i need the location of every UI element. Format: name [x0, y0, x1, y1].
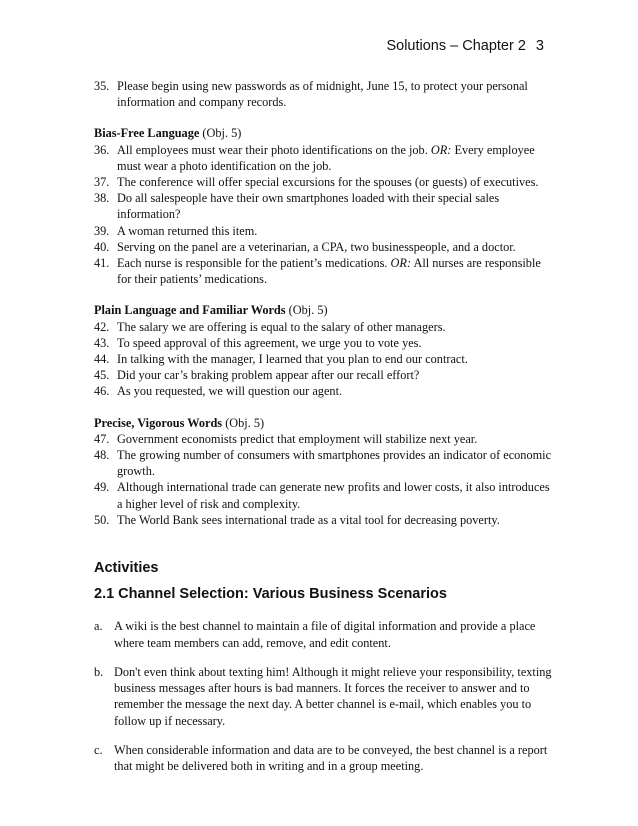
list-item [94, 512, 554, 528]
item-main-text: Each nurse is responsible for the patient’s medications. [117, 256, 388, 271]
page-number: 3 [535, 38, 544, 54]
or-label: OR: [390, 256, 412, 271]
activity-subheading: 2.1 Channel Selection: Various Business Scenarios [94, 586, 447, 603]
list-item [94, 174, 554, 190]
item-number: 43. [94, 335, 110, 350]
list-item [94, 383, 554, 399]
item-number: 50. [94, 512, 110, 527]
item-number: 41. [94, 256, 110, 271]
list-item [94, 190, 554, 222]
item-number: 46. [94, 384, 110, 399]
item-text: Serving on the panel are a veterinarian, a CPA, two businesspeople, and a doctor. [117, 239, 516, 254]
item-text: As you requested, we will question our agent. [117, 384, 343, 399]
item-text: The conference will offer special excursions for the spouses (or guests) of executives. [117, 175, 539, 190]
list-item [94, 431, 554, 447]
section-objective: (Obj. 5) [288, 303, 328, 318]
activity-item [94, 742, 554, 774]
list-item [94, 223, 554, 239]
section-title: Precise, Vigorous Words [94, 415, 223, 430]
item-letter: b. [94, 664, 104, 679]
list-item [94, 479, 554, 511]
list-item [94, 335, 554, 351]
or-label: OR: [430, 142, 452, 157]
list-item [94, 319, 554, 335]
item-number: 45. [94, 368, 110, 383]
item-alt-text: Every employee must wear a photo identification on the job. [117, 142, 535, 173]
page-content [94, 78, 554, 774]
item-main-text: All employees must wear their photo identifications on the job. [117, 142, 428, 157]
item-number: 36. [94, 142, 110, 157]
section-title: Bias-Free Language [94, 126, 200, 141]
item-letter: c. [94, 742, 103, 757]
item-text: Government economists predict that employment will stabilize next year. [117, 431, 478, 446]
section-objective: (Obj. 5) [202, 126, 242, 141]
item-text: Did your car’s braking problem appear after our recall effort? [117, 368, 420, 383]
list-item [94, 78, 554, 110]
item-text: Do all salespeople have their own smartphones loaded with their special sales information? [117, 191, 500, 222]
item-number: 48. [94, 448, 110, 463]
item-number: 37. [94, 175, 110, 190]
item-number: 38. [94, 191, 110, 206]
item-alt-text: All nurses are responsible for their patients’ medications. [117, 256, 541, 287]
section-heading [94, 125, 554, 141]
item-text: The growing number of consumers with smartphones provides an indicator of economic growth. [117, 448, 552, 479]
list-item [94, 239, 554, 255]
item-number: 42. [94, 319, 110, 334]
activities-heading: Activities [94, 560, 159, 577]
item-text: Although international trade can generate new profits and lower costs, it also introduces a higher level of risk and complexity. [117, 480, 550, 511]
item-text: To speed approval of this agreement, we urge you to vote yes. [117, 335, 422, 350]
item-number: 47. [94, 431, 110, 446]
list-item [94, 142, 554, 174]
page-header [386, 38, 544, 54]
item-text: A woman returned this item. [117, 223, 258, 238]
item-text: A wiki is the best channel to maintain a file of digital information and provide a place where team members can add, remove, and edit content. [114, 619, 536, 650]
item-text: Don't even think about texting him! Although it might relieve your responsibility, texting business messages after hours is bad manners. It forces the receiver to answer and to remember the message the next day. A better channel is e-mail, which enables you to follow up if necessary. [114, 664, 552, 728]
header-title: Solutions – Chapter 2 [386, 38, 526, 54]
list-item [94, 255, 554, 287]
activity-item [94, 664, 554, 729]
section-heading [94, 415, 554, 431]
item-letter: a. [94, 619, 103, 634]
item-text: Please begin using new passwords as of midnight, June 15, to protect your personal information and company records. [117, 79, 528, 110]
list-item [94, 367, 554, 383]
item-number: 49. [94, 480, 110, 495]
list-item [94, 351, 554, 367]
item-text [117, 142, 554, 174]
item-text: When considerable information and data are to be conveyed, the best channel is a report that might be delivered both in writing and in a group meeting. [114, 742, 548, 773]
item-text [117, 255, 554, 287]
item-number: 39. [94, 223, 110, 238]
item-number: 44. [94, 352, 110, 367]
section-heading [94, 302, 554, 318]
item-text: In talking with the manager, I learned that you plan to end our contract. [117, 352, 468, 367]
item-number: 40. [94, 239, 110, 254]
item-number: 35. [94, 79, 110, 93]
item-text: The salary we are offering is equal to the salary of other managers. [117, 319, 446, 334]
list-item [94, 447, 554, 479]
section-objective: (Obj. 5) [225, 415, 265, 430]
section-title: Plain Language and Familiar Words [94, 303, 286, 318]
activity-item [94, 618, 554, 650]
item-text: The World Bank sees international trade as a vital tool for decreasing poverty. [117, 512, 500, 527]
